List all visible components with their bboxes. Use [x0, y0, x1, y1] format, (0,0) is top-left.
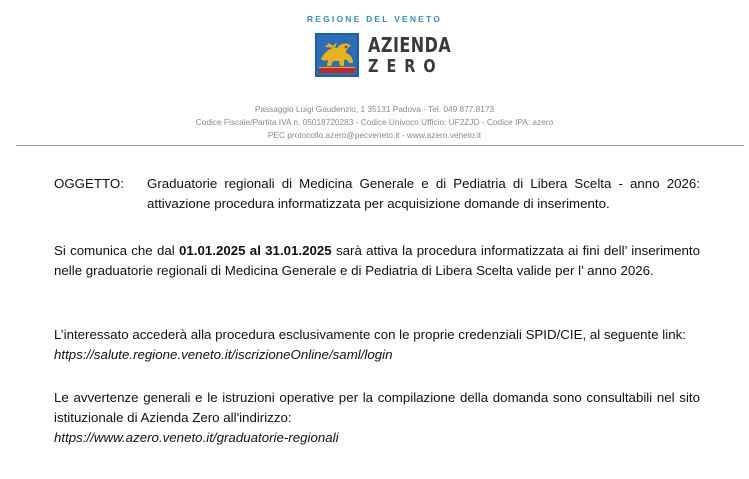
- dates-intro: Si comunica che dal: [54, 243, 179, 258]
- region-title: REGIONE DEL VENETO: [306, 14, 443, 24]
- spid-login-link[interactable]: https://salute.regione.veneto.it/iscrizioneOnline/saml/login: [54, 347, 393, 362]
- header-divider: [16, 145, 744, 146]
- contact-address: Passaggio Luigi Gaudenzio, 1 35131 Padova - Tel. 049 877.8173: [254, 104, 495, 114]
- contact-info: [0, 103, 749, 142]
- paragraph-dates: [54, 241, 700, 281]
- lion-of-saint-mark-icon: [315, 33, 359, 77]
- brand-azienda: AZIENDA: [368, 33, 452, 57]
- contact-fiscal-codes: Codice Fiscale/Partita IVA n. 05018720283 - Codice Univoco Ufficio: UF2ZJD - Codice IPA: azero: [195, 117, 554, 127]
- instructions-text: Le avvertenze generali e le istruzioni operative per la compilazione della domanda sono consultabili nel sito istituzionale di Azienda Zero all'indirizzo:: [54, 390, 700, 425]
- subject-text: Graduatorie regionali di Medicina Generale e di Pediatria di Libera Scelta - anno 2026: attivazione procedura informatizzata per acquisizione domande di inserimento.: [147, 176, 700, 211]
- azienda-zero-logo: [315, 33, 472, 79]
- brand-zero: ZERO: [368, 56, 444, 77]
- subject-label: OGGETTO:: [54, 176, 124, 191]
- graduatorie-link[interactable]: https://www.azero.veneto.it/graduatorie-regionali: [54, 430, 339, 445]
- paragraph-access: [54, 325, 700, 365]
- subject-block: [54, 174, 700, 214]
- dates-range: 01.01.2025 al 31.01.2025: [178, 243, 332, 258]
- contact-pec-website: PEC protocollo.azero@pecveneto.it - www.azero.veneto.it: [267, 130, 482, 140]
- paragraph-instructions: [54, 388, 700, 448]
- dates-outro: sarà attiva la procedura informatizzata ai fini dell’ inserimento nelle graduatorie regionali di Medicina Generale e di Pediatria di Libera Scelta valide per l’ anno 2026.: [54, 243, 700, 278]
- access-text: L’interessato accederà alla procedura esclusivamente con le proprie credenziali SPID/CIE, al seguente link:: [54, 327, 686, 342]
